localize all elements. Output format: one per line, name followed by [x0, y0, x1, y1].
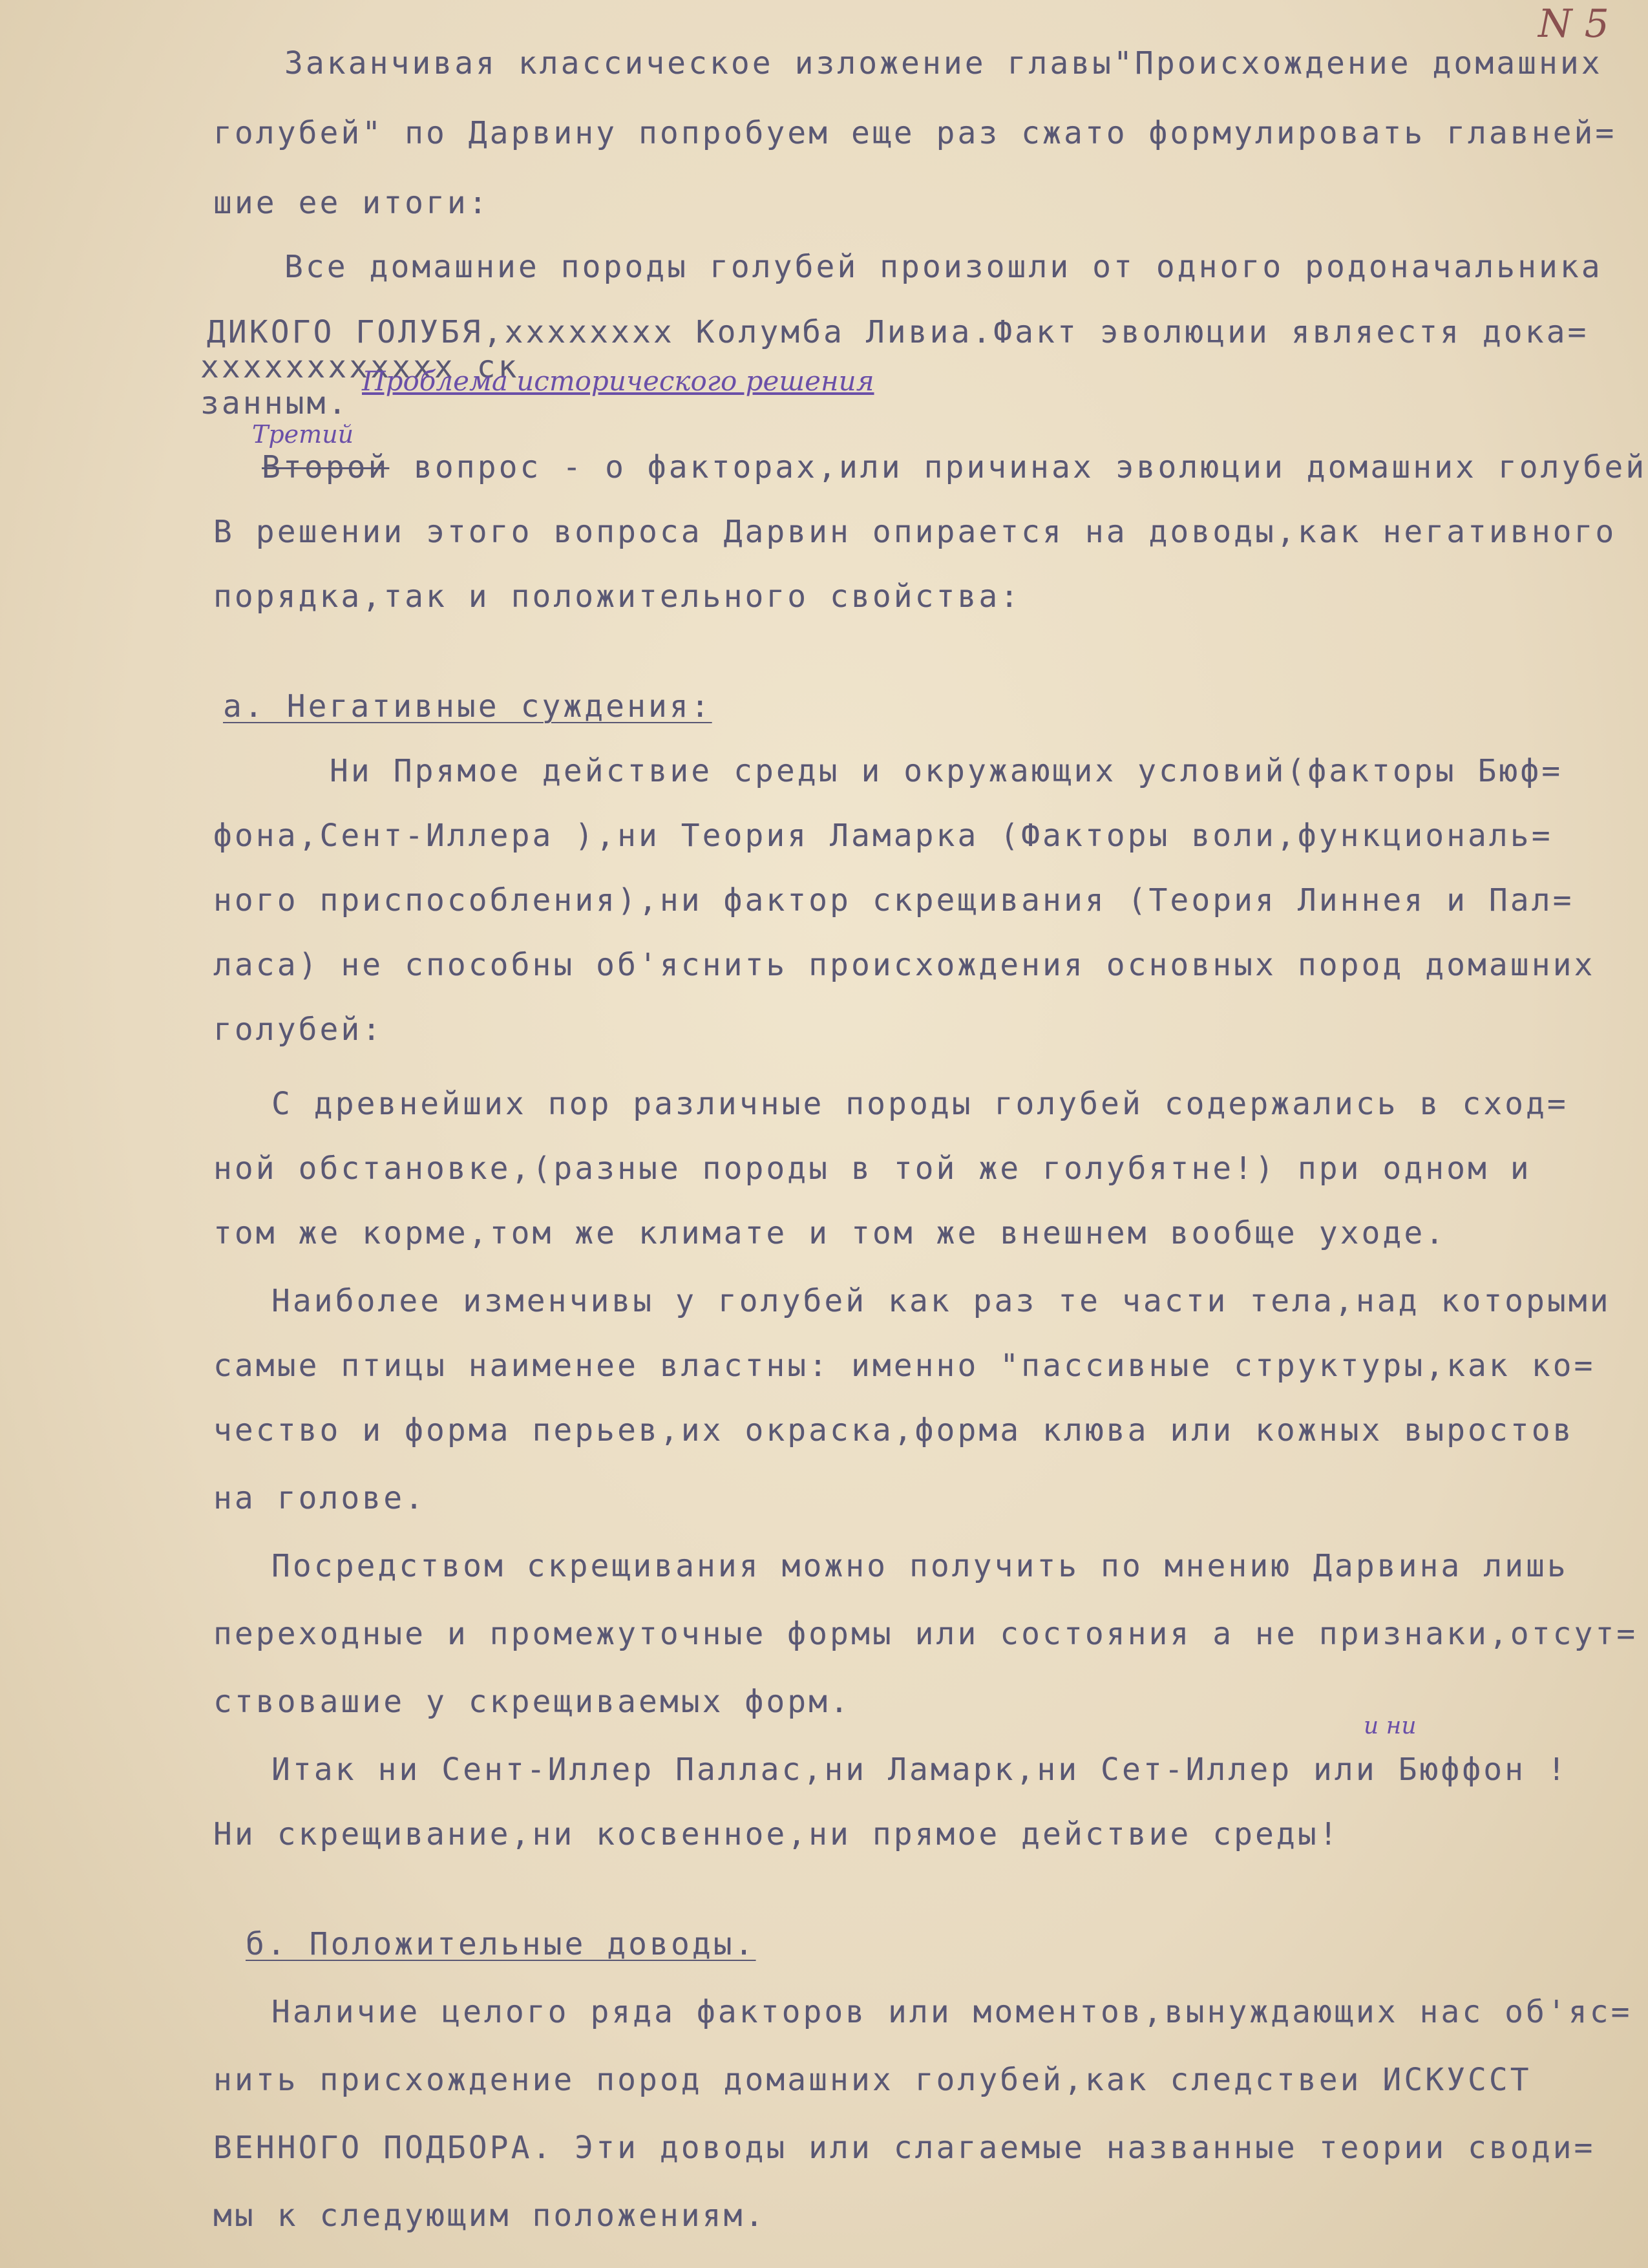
text-line: Наличие целого ряда факторов или моментов,вынуждающих нас об'яс=	[271, 1994, 1632, 2030]
handwritten-correction: и ни	[1364, 1713, 1417, 1739]
corner-archive-mark: N 5	[1538, 1, 1609, 47]
text-line: С древнейших пор различные породы голубей содержались в сход=	[271, 1086, 1569, 1122]
text-line: на голове.	[213, 1480, 426, 1516]
struck-word: Второй	[262, 449, 390, 485]
text-line: хххххххххххх ск	[200, 349, 520, 385]
text-line: Ни Прямое действие среды и окружающих условий(факторы Бюф=	[330, 753, 1563, 789]
text-line: фона,Сент-Иллера ),ни Теория Ламарка (Факторы воли,функциональ=	[213, 818, 1553, 854]
text-line: переходные и промежуточные формы или состояния а не признаки,отсут=	[213, 1616, 1638, 1652]
section-heading: б. Положительные доводы.	[246, 1926, 756, 1962]
text-line: ствовашие у скрещиваемых форм.	[213, 1684, 851, 1720]
handwritten-third: Третий	[252, 420, 354, 449]
text-line: ного приспособления),ни фактор скрещивания (Теория Линнея и Пал=	[213, 882, 1574, 918]
text-line: том же корме,том же климате и том же внешнем вообще уходе.	[213, 1215, 1447, 1251]
text-line: ласа) не способны об'яснить происхождения основных пород домашних	[213, 947, 1596, 983]
text-line: Заканчивая классическое изложение главы"Происхождение домашних	[284, 45, 1603, 81]
text-line: В решении этого вопроса Дарвин опирается на доводы,как негативного	[213, 514, 1617, 550]
text-line: ДИКОГО ГОЛУБЯ,хххххххх Колумба Ливиа.Факт эволюции являестя дока=	[207, 314, 1589, 350]
text-line: вопрос - о факторах,или причинах эволюции домашних голубей	[414, 449, 1647, 485]
text-line: Все домашние породы голубей произошли от одного родоначальника	[284, 249, 1603, 285]
section-heading: а. Негативные суждения:	[223, 688, 712, 725]
text-line: мы к следующим положениям.	[213, 2198, 766, 2234]
text-line: Ни скрещивание,ни косвенное,ни прямое действие среды!	[213, 1816, 1340, 1852]
handwritten-insertion: Проблема исторического решения	[362, 365, 874, 397]
text-line: занным.	[200, 385, 350, 421]
text-line: ной обстановке,(разные породы в той же голубятне!) при одном и	[213, 1150, 1532, 1187]
text-line: голубей:	[213, 1012, 384, 1048]
text-line: голубей" по Дарвину попробуем еще раз сжато формулировать главней=	[213, 115, 1617, 151]
text-line: Посредством скрещивания можно получить по мнению Дарвина лишь	[271, 1548, 1569, 1584]
text-line: самые птицы наименее властны: именно "пассивные структуры,как ко=	[213, 1348, 1596, 1384]
text-line: Итак ни Сент-Иллер Паллас,ни Ламарк,ни Сет-Иллер или Бюффон !	[271, 1752, 1569, 1788]
text-line: ВЕННОГО ПОДБОРА. Эти доводы или слагаемые названные теории своди=	[213, 2130, 1596, 2166]
text-line: чество и форма перьев,их окраска,форма клюва или кожных выростов	[213, 1412, 1574, 1448]
text-line: нить присхождение пород домашних голубей,как следствеи ИСКУССТ	[213, 2062, 1532, 2098]
text-line: Наиболее изменчивы у голубей как раз те части тела,над которыми	[271, 1283, 1611, 1319]
text-line: шие ее итоги:	[213, 185, 490, 221]
text-line: порядка,так и положительного свойства:	[213, 578, 1022, 615]
